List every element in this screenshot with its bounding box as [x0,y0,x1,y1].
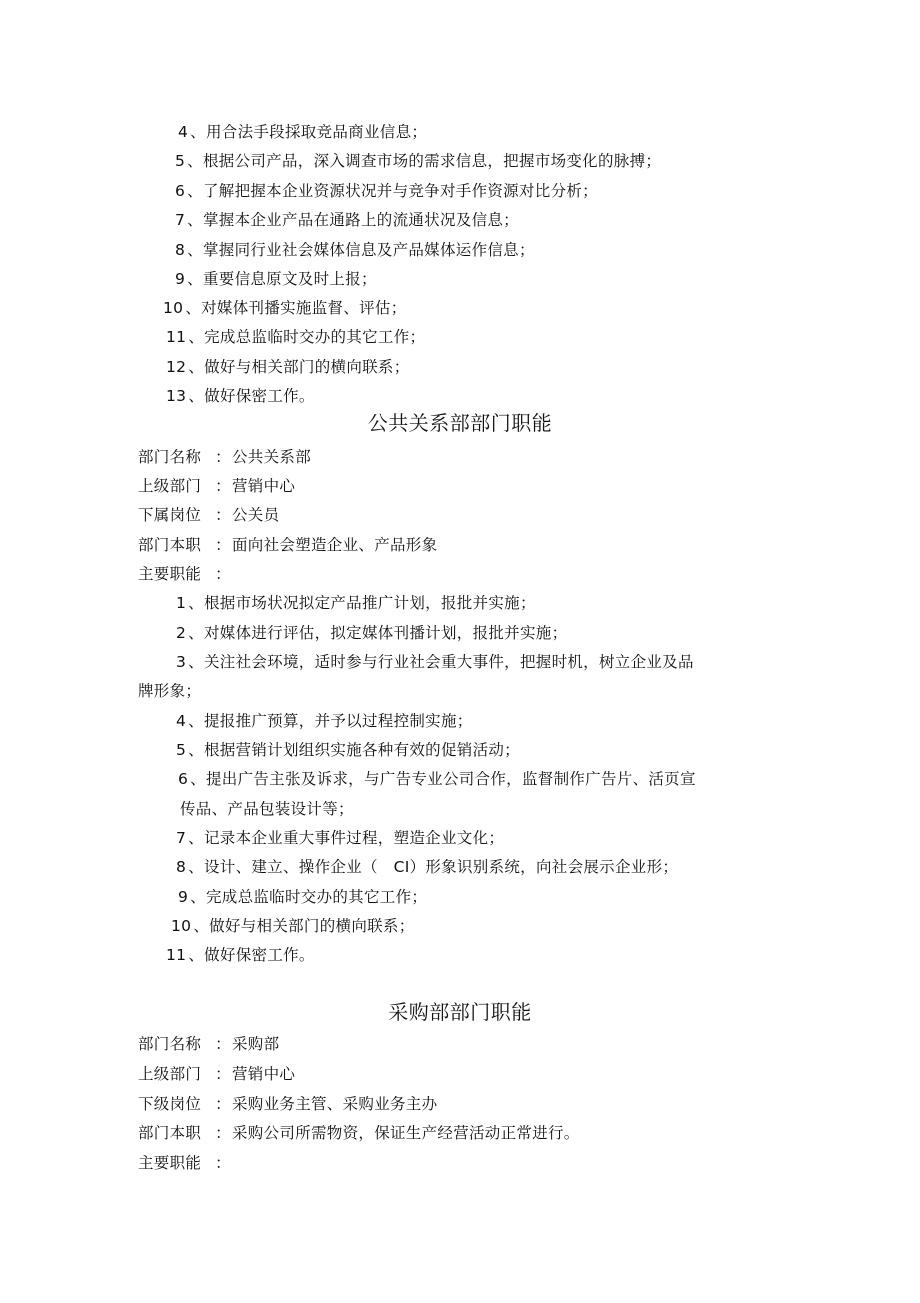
list-item: 11 、做好保密工作。 [166,946,315,964]
field-department-duty: 部门本职 ：采购公司所需物资，保证生产经营活动正常进行。 [138,1124,580,1142]
list-item: 11 、完成总监临时交办的其它工作； [166,328,426,346]
list-item: 9 、重要信息原文及时上报； [175,270,377,288]
section-title-public-relations: 公共关系部部门职能 [367,411,553,435]
field-parent-department: 上级部门 ：营销中心 [138,1065,296,1083]
field-department-name: 部门名称 ：公共关系部 [138,448,312,466]
list-item: 7 、记录本企业重大事件过程，塑造企业文化； [176,829,505,847]
list-item: 8 、设计、建立、操作企业（ CI）形象识别系统，向社会展示企业形； [176,858,679,876]
list-item: 13 、做好保密工作。 [166,387,315,405]
list-item-continuation: 牌形象； [138,682,202,700]
field-main-functions: 主要职能 ： [138,565,231,583]
field-department-duty: 部门本职 ：面向社会塑造企业、产品形象 [138,536,438,554]
list-item: 8 、掌握同行业社会媒体信息及产品媒体运作信息； [175,241,535,259]
field-subordinate-positions: 下级岗位 ：采购业务主管、采购业务主办 [138,1095,438,1113]
field-parent-department: 上级部门 ：营销中心 [138,477,296,495]
list-item: 6 、了解把握本企业资源状况并与竞争对手作资源对比分析； [175,182,598,200]
list-item: 1 、根据市场状况拟定产品推广计划，报批并实施； [176,594,536,612]
list-item: 12 、做好与相关部门的横向联系； [166,358,410,376]
list-item: 6 、提出广告主张及诉求，与广告专业公司合作，监督制作广告片、活页宣 [178,770,696,788]
section-title-purchasing: 采购部部门职能 [388,1000,532,1024]
list-item: 10 、做好与相关部门的横向联系； [171,917,415,935]
list-item: 5 、根据营销计划组织实施各种有效的促销活动； [176,741,520,759]
list-item: 4 、用合法手段採取竞品商业信息； [178,123,428,141]
list-item: 5 、根据公司产品，深入调查市场的需求信息，把握市场变化的脉搏； [175,152,662,170]
field-main-functions: 主要职能 ： [138,1154,231,1172]
field-subordinate-positions: 下属岗位 ：公关员 [138,506,280,524]
list-item: 10 、对媒体刊播实施监督、评估； [163,299,407,317]
list-item: 7 、掌握本企业产品在通路上的流通状况及信息； [175,211,519,229]
list-item: 3 、关注社会环境，适时参与行业社会重大事件，把握时机，树立企业及品 [176,653,694,671]
list-item: 4 、提报推广预算，并予以过程控制实施； [176,712,473,730]
list-item: 9 、完成总监临时交办的其它工作； [178,888,428,906]
field-department-name: 部门名称 ：采购部 [138,1035,280,1053]
list-item: 2 、对媒体进行评估，拟定媒体刊播计划，报批并实施； [176,624,568,642]
list-item-continuation: 传品、产品包装设计等； [180,800,354,818]
